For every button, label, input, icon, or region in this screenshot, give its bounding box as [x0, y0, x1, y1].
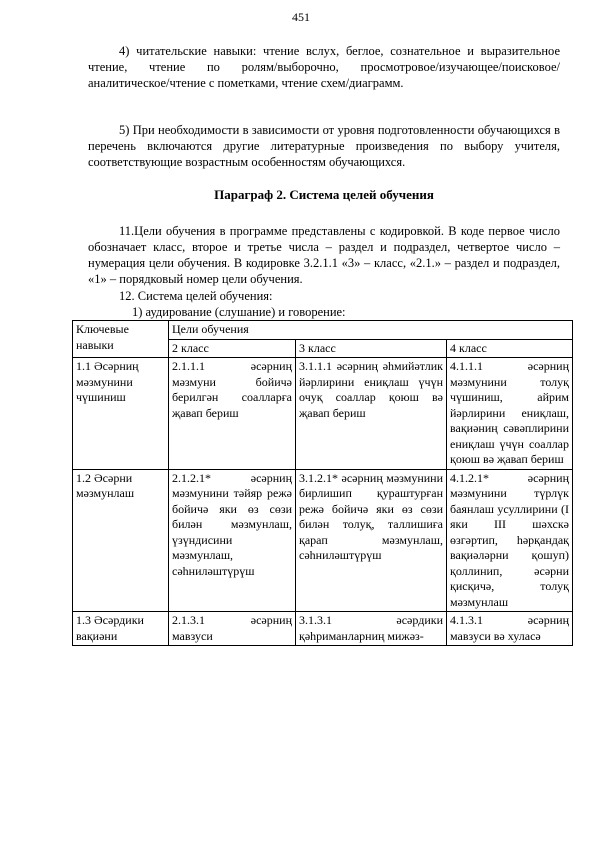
header-grade-2: 2 класс	[169, 339, 296, 358]
paragraph-goal-system: 12. Система целей обучения:	[119, 289, 273, 303]
header-key-skills: Ключевые навыки	[73, 321, 169, 358]
paragraph-listening-speaking: 1) аудирование (слушание) и говорение:	[132, 305, 346, 319]
paragraph-additional-works: 5) При необходимости в зависимости от уровня подготовленности обучающихся в перечень включаются другие литературные произведения по выбору учителя, соответствующие возрастным особенностям обучающихся.	[88, 123, 560, 169]
table-row	[73, 469, 573, 612]
section-heading: Параграф 2. Система целей обучения	[214, 187, 434, 202]
table-header-row	[73, 321, 573, 340]
skill-cell: 1.2 Әсәрни мәзмунлаш	[73, 469, 169, 612]
goal-cell-grade-3: 3.1.3.1 әсәрдики қәһриманларниң мижәз-	[296, 612, 447, 646]
goal-cell-grade-4: 4.1.3.1 әсәрниң мавзуси вә хуласә	[447, 612, 573, 646]
paragraph-goal-coding: 11.Цели обучения в программе представлены с кодировкой. В коде первое число обозначает класс, второе и третье числа – раздел и подраздел, четвертое число – нумерация цели обучения. В кодировке 3.2.1.1 «3» – класс, «2.1.» – раздел и подраздел, «1» – порядковый номер цели обучения.	[88, 224, 560, 286]
header-grade-4: 4 класс	[447, 339, 573, 358]
paragraph-reading-skills: 4) читательские навыки: чтение вслух, беглое, сознательное и выразительное чтение, чтение по ролям/выборочно, просмотровое/изучающее/поисковое/аналитическое/чтение с пометками, чтение схем/диаграмм.	[88, 44, 560, 90]
table-row	[73, 612, 573, 646]
page-number: 451	[292, 10, 310, 24]
header-grade-3: 3 класс	[296, 339, 447, 358]
table-row	[73, 358, 573, 470]
goal-cell-grade-2: 2.1.3.1 әсәрниң мавзуси	[169, 612, 296, 646]
goal-cell-grade-3: 3.1.1.1 әсәрниң әһмийәтлик йәрлирини ениқлаш үчүн очуқ соаллар қоюш вә җавап бериш	[296, 358, 447, 470]
goal-cell-grade-2: 2.1.1.1 әсәрниң мәзмуни бойичә берилгән соалларға җавап бериш	[169, 358, 296, 470]
goal-cell-grade-2: 2.1.2.1* әсәрниң мәзмунини тәйяр режә бойичә яки өз сөзи билән мәзмунлаш, үзүндисини мәзмунлаш, сәһниләштүрүш	[169, 469, 296, 612]
skill-cell: 1.1 Әсәрниң мәзмунини чүшиниш	[73, 358, 169, 470]
header-goals: Цели обучения	[169, 321, 573, 340]
goal-cell-grade-3: 3.1.2.1* әсәрниң мәзмунини бирлишип қураштурған режә бойичә яки өз сөзи билән толуқ, таллишиға қарап мәзмунлаш, сәһниләштүрүш	[296, 469, 447, 612]
skill-cell: 1.3 Әсәрдики вақиәни	[73, 612, 169, 646]
goal-cell-grade-4: 4.1.2.1* әсәрниң мәзмунини түрлүк баянлаш усуллирини (I яки III шәхскә өзгәртип, һәрқандақ вақиәләрни қошуп) қоллинип, әсәрни қисқичә, толуқ мәзмунлаш	[447, 469, 573, 612]
goal-cell-grade-4: 4.1.1.1 әсәрниң мәзмунини толуқ чүшиниш, айрим йәрлирини ениқлаш, вақиәниң сәвәплирини ениқлаш үчүн соаллар қоюш вә җавап бериш	[447, 358, 573, 470]
learning-goals-table	[72, 320, 573, 646]
